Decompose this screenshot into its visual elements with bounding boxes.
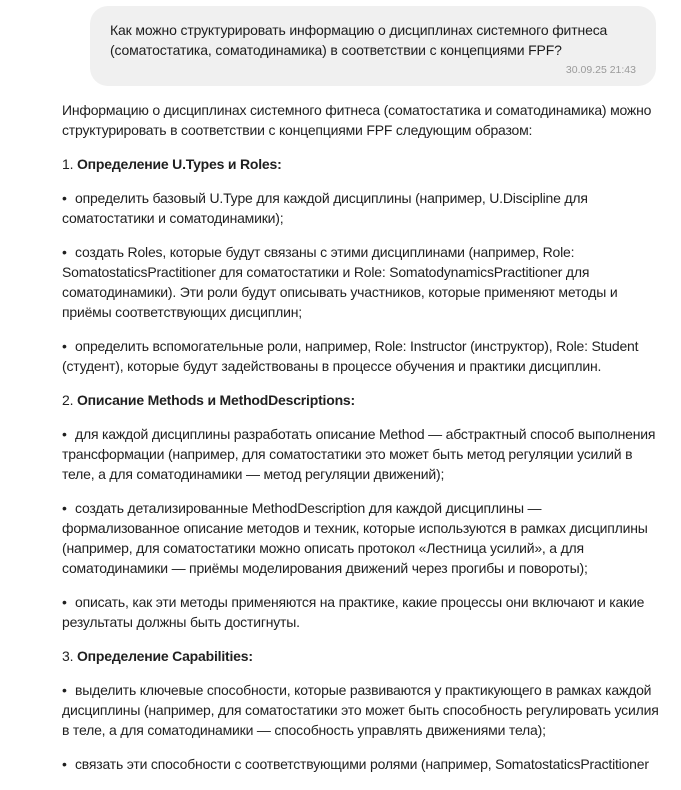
list-item <box>62 592 662 632</box>
list-item <box>62 336 662 376</box>
section-heading-1 <box>62 154 662 174</box>
bullet-icon: • <box>62 244 67 260</box>
answer-intro: Информацию о дисциплинах системного фитнеса (соматостатика и соматодинамика) можно структурировать в соответствии с концепциями FPF следующим образом: <box>62 102 652 138</box>
section-heading-2 <box>62 390 662 410</box>
user-message-bubble <box>90 6 656 86</box>
section-number: 3. <box>62 648 74 664</box>
bullet-icon: • <box>62 426 67 442</box>
section-heading-3 <box>62 646 662 666</box>
bullet-icon: • <box>62 500 67 516</box>
list-item-text: описать, как эти методы применяются на практике, какие процессы они включают и какие результаты должны быть достигнуты. <box>62 594 645 630</box>
bullet-icon: • <box>62 756 67 772</box>
list-item-text: выделить ключевые способности, которые развиваются у практикующего в рамках каждой дисциплины (например, для соматостатики это может быть способность регулировать усилия в теле, а для соматодинамики — способность управлять движениями тела); <box>62 682 659 738</box>
list-item-text: определить базовый U.Type для каждой дисциплины (например, U.Discipline для соматостатики и соматодинамики); <box>62 190 588 226</box>
bullet-icon: • <box>62 190 67 206</box>
list-item <box>62 754 662 774</box>
list-item <box>62 680 662 740</box>
bullet-icon: • <box>62 682 67 698</box>
section-title: Описание Methods и MethodDescriptions: <box>76 392 355 408</box>
bullet-icon: • <box>62 338 67 354</box>
list-item-text: определить вспомогательные роли, например, Role: Instructor (инструктор), Role: Student (студент), которые будут задействованы в процессе обучения и практики дисциплин. <box>62 338 639 374</box>
list-item-text: связать эти способности с соответствующими ролями (например, SomatostaticsPractitioner <box>75 756 649 772</box>
section-number: 1. <box>62 156 74 172</box>
list-item-text: создать Roles, которые будут связаны с этими дисциплинами (например, Role: SomatostaticsPractitioner для соматостатики и Role: SomatodynamicsPractitioner для соматодинамики). Эти роли будут описывать участников, которые применяют методы и приёмы соответствующих дисциплин; <box>62 244 618 320</box>
assistant-message <box>62 100 662 788</box>
message-timestamp: 30.09.25 21:43 <box>565 64 636 76</box>
list-item <box>62 498 662 578</box>
list-item-text: создать детализированные MethodDescription для каждой дисциплины — формализованное описание методов и техник, которые используются в рамках дисциплины (например, для соматостатики можно описать протокол «Лестница усилий», а для соматодинамики — приёмы моделирования движений через прогибы и повороты); <box>62 500 648 576</box>
list-item <box>62 424 662 484</box>
list-item <box>62 188 662 228</box>
list-item <box>62 242 662 322</box>
section-title: Определение U.Types и Roles: <box>76 156 282 172</box>
user-message-text: Как можно структурировать информацию о дисциплинах системного фитнеса (соматостатика, соматодинамика) в соответствии с концепциями FPF? <box>110 22 608 58</box>
section-number: 2. <box>62 392 74 408</box>
section-title: Определение Capabilities: <box>76 648 253 664</box>
list-item-text: для каждой дисциплины разработать описание Method — абстрактный способ выполнения трансформации (например, для соматостатики это может быть метод регуляции усилий в теле, а для соматодинамики — метод регуляции движений); <box>62 426 656 482</box>
bullet-icon: • <box>62 594 67 610</box>
